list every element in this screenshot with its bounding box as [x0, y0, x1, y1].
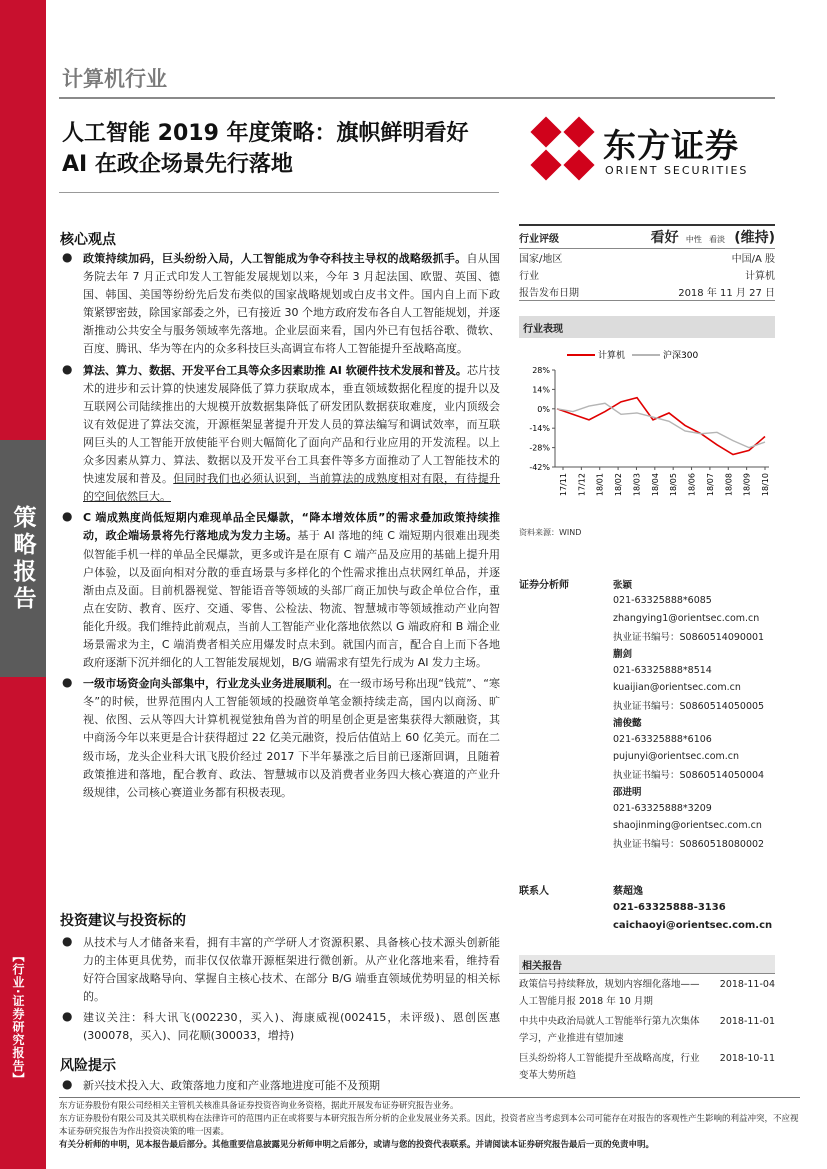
- info-key: 报告发布日期: [519, 288, 579, 299]
- contact-name: 蔡超逸: [613, 885, 643, 897]
- footer-line: 东方证券股份有限公司经相关主管机关核准具备证券投资咨询业务资格，据此开展发布证券研究报告业务。: [59, 1101, 459, 1111]
- rating-table: [519, 224, 775, 301]
- analyst-email[interactable]: kuaijian@orientsec.com.cn: [613, 681, 741, 693]
- invest-bullet: [60, 1009, 500, 1045]
- report-type-box: [0, 440, 46, 677]
- industry-performance-chart: [519, 345, 775, 515]
- analyst-row: [519, 748, 775, 765]
- footer-line: 东方证券股份有限公司及其关联机构在法律许可的范围内正在或将要与本研究报告所分析的企业发展业务关系。因此，投资者应当考虑到本公司可能存在对报告的客观性产生影响的利益冲突，不应视本证券研究报告为作出投资决策的唯一因素。: [59, 1114, 799, 1137]
- core-bullets: [60, 250, 500, 805]
- info-value: 中国/A 股: [731, 254, 775, 265]
- x-tick-label: 17/11: [559, 473, 568, 497]
- analyst-name: 浦俊懿: [613, 718, 642, 730]
- x-tick-label: 18/01: [595, 473, 605, 497]
- core-bullet: [60, 675, 500, 802]
- bullet-icon: ●: [62, 934, 73, 948]
- series-line-hs300: [557, 403, 765, 447]
- report-title: [62, 118, 502, 180]
- analyst-cert: 执业证书编号：S0860518080002: [613, 839, 765, 851]
- related-date: 2018-11-04: [719, 979, 775, 990]
- rating-info-row: [519, 266, 775, 283]
- y-tick-label: 28%: [532, 366, 550, 375]
- legend-label-hs300: 沪深300: [663, 351, 699, 361]
- y-tick-label: -28%: [529, 443, 550, 453]
- x-tick-label: 18/03: [632, 473, 642, 497]
- logo-name: 东方证券: [603, 126, 739, 165]
- logo-mark-icon: [530, 116, 596, 182]
- analyst-tel: 021-63325888*6106: [613, 733, 712, 745]
- info-value: 2018 年 11 月 27 日: [678, 288, 775, 299]
- y-tick-label: 14%: [532, 385, 550, 395]
- report-category-label: 【行业·证券研究报告】: [11, 950, 25, 1086]
- analyst-row: [519, 713, 775, 730]
- related-title[interactable]: 政策信号持续释放，规划内容细化落地——人工智能月报 2018 年 10 月期: [519, 979, 700, 1007]
- analyst-row: [519, 817, 775, 834]
- title-line-2: AI 在政企场景先行落地: [62, 152, 293, 177]
- analyst-email[interactable]: pujunyi@orientsec.com.cn: [613, 751, 740, 763]
- industry-name: 计算机行业: [62, 67, 167, 91]
- related-item[interactable]: [519, 973, 775, 1010]
- rating-info-row: [519, 248, 775, 266]
- contact-block: [519, 880, 775, 934]
- rating-label: 行业评级: [519, 233, 559, 245]
- rating-opt-neutral: 中性: [685, 235, 702, 244]
- analyst-row: [519, 731, 775, 748]
- contact-row: [519, 880, 775, 898]
- analyst-label: 证券分析师: [519, 580, 569, 592]
- analyst-tel: 021-63325888*3209: [613, 803, 712, 814]
- analyst-cert: 执业证书编号：S0860514050004: [613, 769, 765, 781]
- x-tick-label: 18/09: [742, 473, 752, 497]
- x-tick-label: 18/08: [724, 473, 734, 497]
- report-type-label: 策略报告: [9, 504, 36, 613]
- y-tick-label: -42%: [529, 463, 550, 472]
- rating-opt-negative: 看淡: [709, 235, 726, 244]
- analyst-tel: 021-63325888*6085: [613, 595, 712, 607]
- related-item[interactable]: [519, 1047, 775, 1084]
- y-tick-label: -14%: [529, 424, 550, 434]
- bullet-icon: ●: [62, 361, 73, 376]
- related-heading: 相关报告: [519, 955, 775, 973]
- footer-disclaimer: [59, 1097, 800, 1152]
- info-key: 行业: [519, 271, 539, 282]
- analyst-email[interactable]: zhangying1@orientsec.com.cn: [613, 612, 760, 624]
- x-tick-label: 17/12: [577, 473, 587, 497]
- rating-value: 看好: [650, 230, 679, 246]
- bullet-icon: ●: [62, 250, 73, 264]
- analyst-name: 蒯剑: [613, 648, 633, 660]
- bullet-text: 基于 AI 落地的纯 C 端短期内很难出现类似智能手机一样的单品全民爆款，更多或许是在原有 C 端产品及应用的基础上提升用户体验，以及面向相对分散的垂直场景与多样化的个性需求推出点状网红单品，并逐渐由点及面。目前机器视觉、智能语音等领域的头部厂商正加快与政企单位合作，重点在安防、教育、医疗、交通、零售、公检法、物流、智慧城市等领域推动产业向智能化升级。我们维持此前观点，当前人工智能产业化落地依然以 G 端政府和 B 端企业场景需求为主，C 端消费者相关应用爆发时点未到。就国内而言，配合自上而下各地政府逐渐下沉并细化的人工智能发展规划，B/G 端需求有望先行成为 AI 发力主场。: [83, 529, 501, 670]
- invest-heading: 投资建议与投资标的: [60, 913, 186, 929]
- core-bullet: [60, 362, 500, 507]
- chart-source: 资料来源：WIND: [519, 528, 582, 537]
- y-tick-label: 0%: [537, 404, 550, 414]
- x-tick-label: 18/07: [705, 473, 715, 497]
- analyst-row: [519, 800, 775, 817]
- contact-label: 联系人: [519, 885, 549, 897]
- contact-tel: 021-63325888-3136: [613, 901, 726, 913]
- core-bullet: [60, 509, 500, 672]
- bullet-icon: ●: [62, 675, 73, 690]
- rating-row: [519, 224, 775, 248]
- related-title[interactable]: 中共中央政治局就人工智能举行第九次集体学习，产业推进有望加速: [519, 1016, 700, 1044]
- related-item[interactable]: [519, 1010, 775, 1047]
- contact-row: [519, 898, 775, 916]
- analyst-row: [519, 610, 775, 627]
- rating-prev: (维持): [734, 230, 775, 246]
- bullet-icon: ●: [62, 509, 73, 524]
- bullet-text: 从技术与人才储备来看，拥有丰富的产学研人才资源积累、具备核心技术源头创新能力的主体更具优势，而非仅仅依靠开源框架进行微创新。从产业化落地来看，维持看好符合国家战略导向、掌握自主核心技术、在部分 B/G 端垂直领域优势明显的相关标的。: [83, 936, 500, 1004]
- related-title[interactable]: 巨头纷纷将人工智能提升至战略高度，行业变革大势所趋: [519, 1053, 700, 1081]
- bullet-lead: C 端成熟度尚低短期内难现单品全民爆款，“降本增效体质”的需求叠加政策持续推动，政企端场景将先行落地成为发力主场。: [83, 511, 500, 543]
- related-date: 2018-10-11: [719, 1053, 775, 1064]
- analyst-row: [519, 679, 775, 696]
- bullet-lead: 算法、算力、数据、开发平台工具等众多因素助推 AI 软硬件技术发展和普及。: [83, 363, 467, 377]
- analyst-row: [519, 696, 775, 713]
- analyst-row: [519, 783, 775, 800]
- bullet-underlined: 但同时我们也必须认识到，当前算法的成熟度相对有限，有待提升的空间依然巨大。: [83, 472, 501, 504]
- analyst-block: [519, 575, 775, 852]
- related-reports: [519, 955, 775, 1084]
- bullet-text: 建议关注：科大讯飞(002230，买入)、海康威视(002415，未评级)、恩创医惠(300078，买入)、同花顺(300033，增持): [83, 1011, 500, 1043]
- analyst-cert: 执业证书编号：S0860514050005: [613, 700, 765, 712]
- logo-english: ORIENT SECURITIES: [605, 164, 749, 177]
- chart-legend: [567, 349, 698, 361]
- core-bullet: [60, 250, 500, 359]
- analyst-cert: 执业证书编号：S0860514090001: [613, 631, 765, 643]
- contact-row: [519, 916, 775, 934]
- bullet-text: 在一级市场号称出现“钱荒”、“寒冬”的时候，世界范围内人工智能领域的投融资单笔金额持续走高，国内以商汤、旷视、依图、云从等四大计算机视觉独角兽为首的明星创企更是密集获得大额融资，其中商汤今年以来更是合计获得超过 22 亿美元融资，投后估值站上 60 亿美元。而在二级市场，龙头企业科大讯飞股价经过 2017 下半年暴涨之后目前已逐渐回调，且随着政策推进和落地，配合教育、政法、智慧城市以及消费者业务四大核心赛道的产业升级规律，公司核心赛道业务都有积极表现。: [83, 677, 500, 799]
- related-date: 2018-11-01: [719, 1016, 775, 1027]
- bullet-lead: 一级市场资金向头部集中，行业龙头业务进展顺利。: [83, 677, 339, 691]
- analyst-tel: 021-63325888*8514: [613, 664, 712, 676]
- info-key: 国家/地区: [519, 254, 563, 265]
- company-logo: [530, 116, 780, 186]
- legend-label-computer: 计算机: [598, 351, 626, 361]
- footer-line-bold: 有关分析师的申明，见本报告最后部分。其他重要信息披露见分析师申明之后部分，或请与您的投资代表联系。并请阅读本证券研究报告最后一页的免责申明。: [59, 1140, 655, 1150]
- analyst-row: [519, 644, 775, 661]
- title-divider: [59, 192, 499, 193]
- analyst-row: [519, 765, 775, 782]
- analyst-row: [519, 592, 775, 609]
- x-tick-label: 18/05: [669, 473, 679, 497]
- bullet-text: 新兴技术投入大、政策落地力度和产业落地进度可能不及预期: [83, 1079, 380, 1092]
- core-heading: 核心观点: [60, 232, 116, 248]
- info-value: 计算机: [745, 271, 775, 282]
- title-line-1: 人工智能 2019 年度策略：旗帜鲜明看好: [62, 121, 469, 146]
- x-tick-label: 18/10: [761, 473, 770, 497]
- risk-bullets: [60, 1077, 500, 1098]
- x-tick-label: 18/04: [650, 473, 660, 497]
- x-tick-label: 18/02: [614, 473, 624, 497]
- bullet-icon: ●: [62, 1009, 73, 1024]
- rating-values: [651, 227, 775, 247]
- risk-heading: 风险提示: [60, 1058, 116, 1074]
- x-tick-label: 18/06: [687, 473, 697, 497]
- bullet-lead: 政策持续加码，巨头纷纷入局，人工智能成为争夺科技主导权的战略级抓手。: [83, 252, 467, 265]
- analyst-name: 张颖: [613, 579, 633, 591]
- analyst-row: [519, 575, 775, 592]
- invest-bullets: [60, 934, 500, 1049]
- bullet-icon: ●: [62, 1077, 73, 1091]
- bullet-text: 自从国务院去年 7 月正式印发人工智能发展规划以来，今年 3 月起法国、欧盟、英国、德国、韩国、美国等纷纷先后发布类似的国家战略规划或白皮书文件。国内自上而下政策紧锣密鼓，除国家部委之外，已有接近 30 个地方政府发布各自人工智能规划，并逐渐推动公共安全与服务领域率先落地。企业层面来看，国内外已有包括谷歌、微软、百度、腾讯、华为等在内的众多科技巨头高调宣布将人工智能提升至战略高度。: [83, 252, 501, 356]
- analyst-row: [519, 661, 775, 678]
- analyst-name: 邵进明: [613, 787, 642, 799]
- performance-header: 行业表现: [519, 316, 775, 338]
- risk-bullet: [60, 1077, 500, 1095]
- top-divider: [59, 97, 775, 99]
- rating-info-row: [519, 283, 775, 301]
- contact-email[interactable]: caichaoyi@orientsec.com.cn: [613, 919, 773, 931]
- analyst-row: [519, 834, 775, 851]
- analyst-row: [519, 627, 775, 644]
- invest-bullet: [60, 934, 500, 1006]
- analyst-email[interactable]: shaojinming@orientsec.com.cn: [613, 820, 762, 832]
- bullet-text: 芯片技术的进步和云计算的快速发展降低了算力获取成本，垂直领域数据化程度的提升以及互联网公司陆续推出的大规模开放数据集降低了研发团队数据获取难度，业内顶级会议有效促进了算法交流，开源框架显著提升开发人员的算法编写和调试效率，而互联网巨头的人工智能开放使能平台则大幅简化了面向产品和行业应用的开发流程。以上众多因素从算力、算法、数据以及开发平台工具套件等多方面推动了人工智能技术的快速发展和普及。: [83, 363, 501, 486]
